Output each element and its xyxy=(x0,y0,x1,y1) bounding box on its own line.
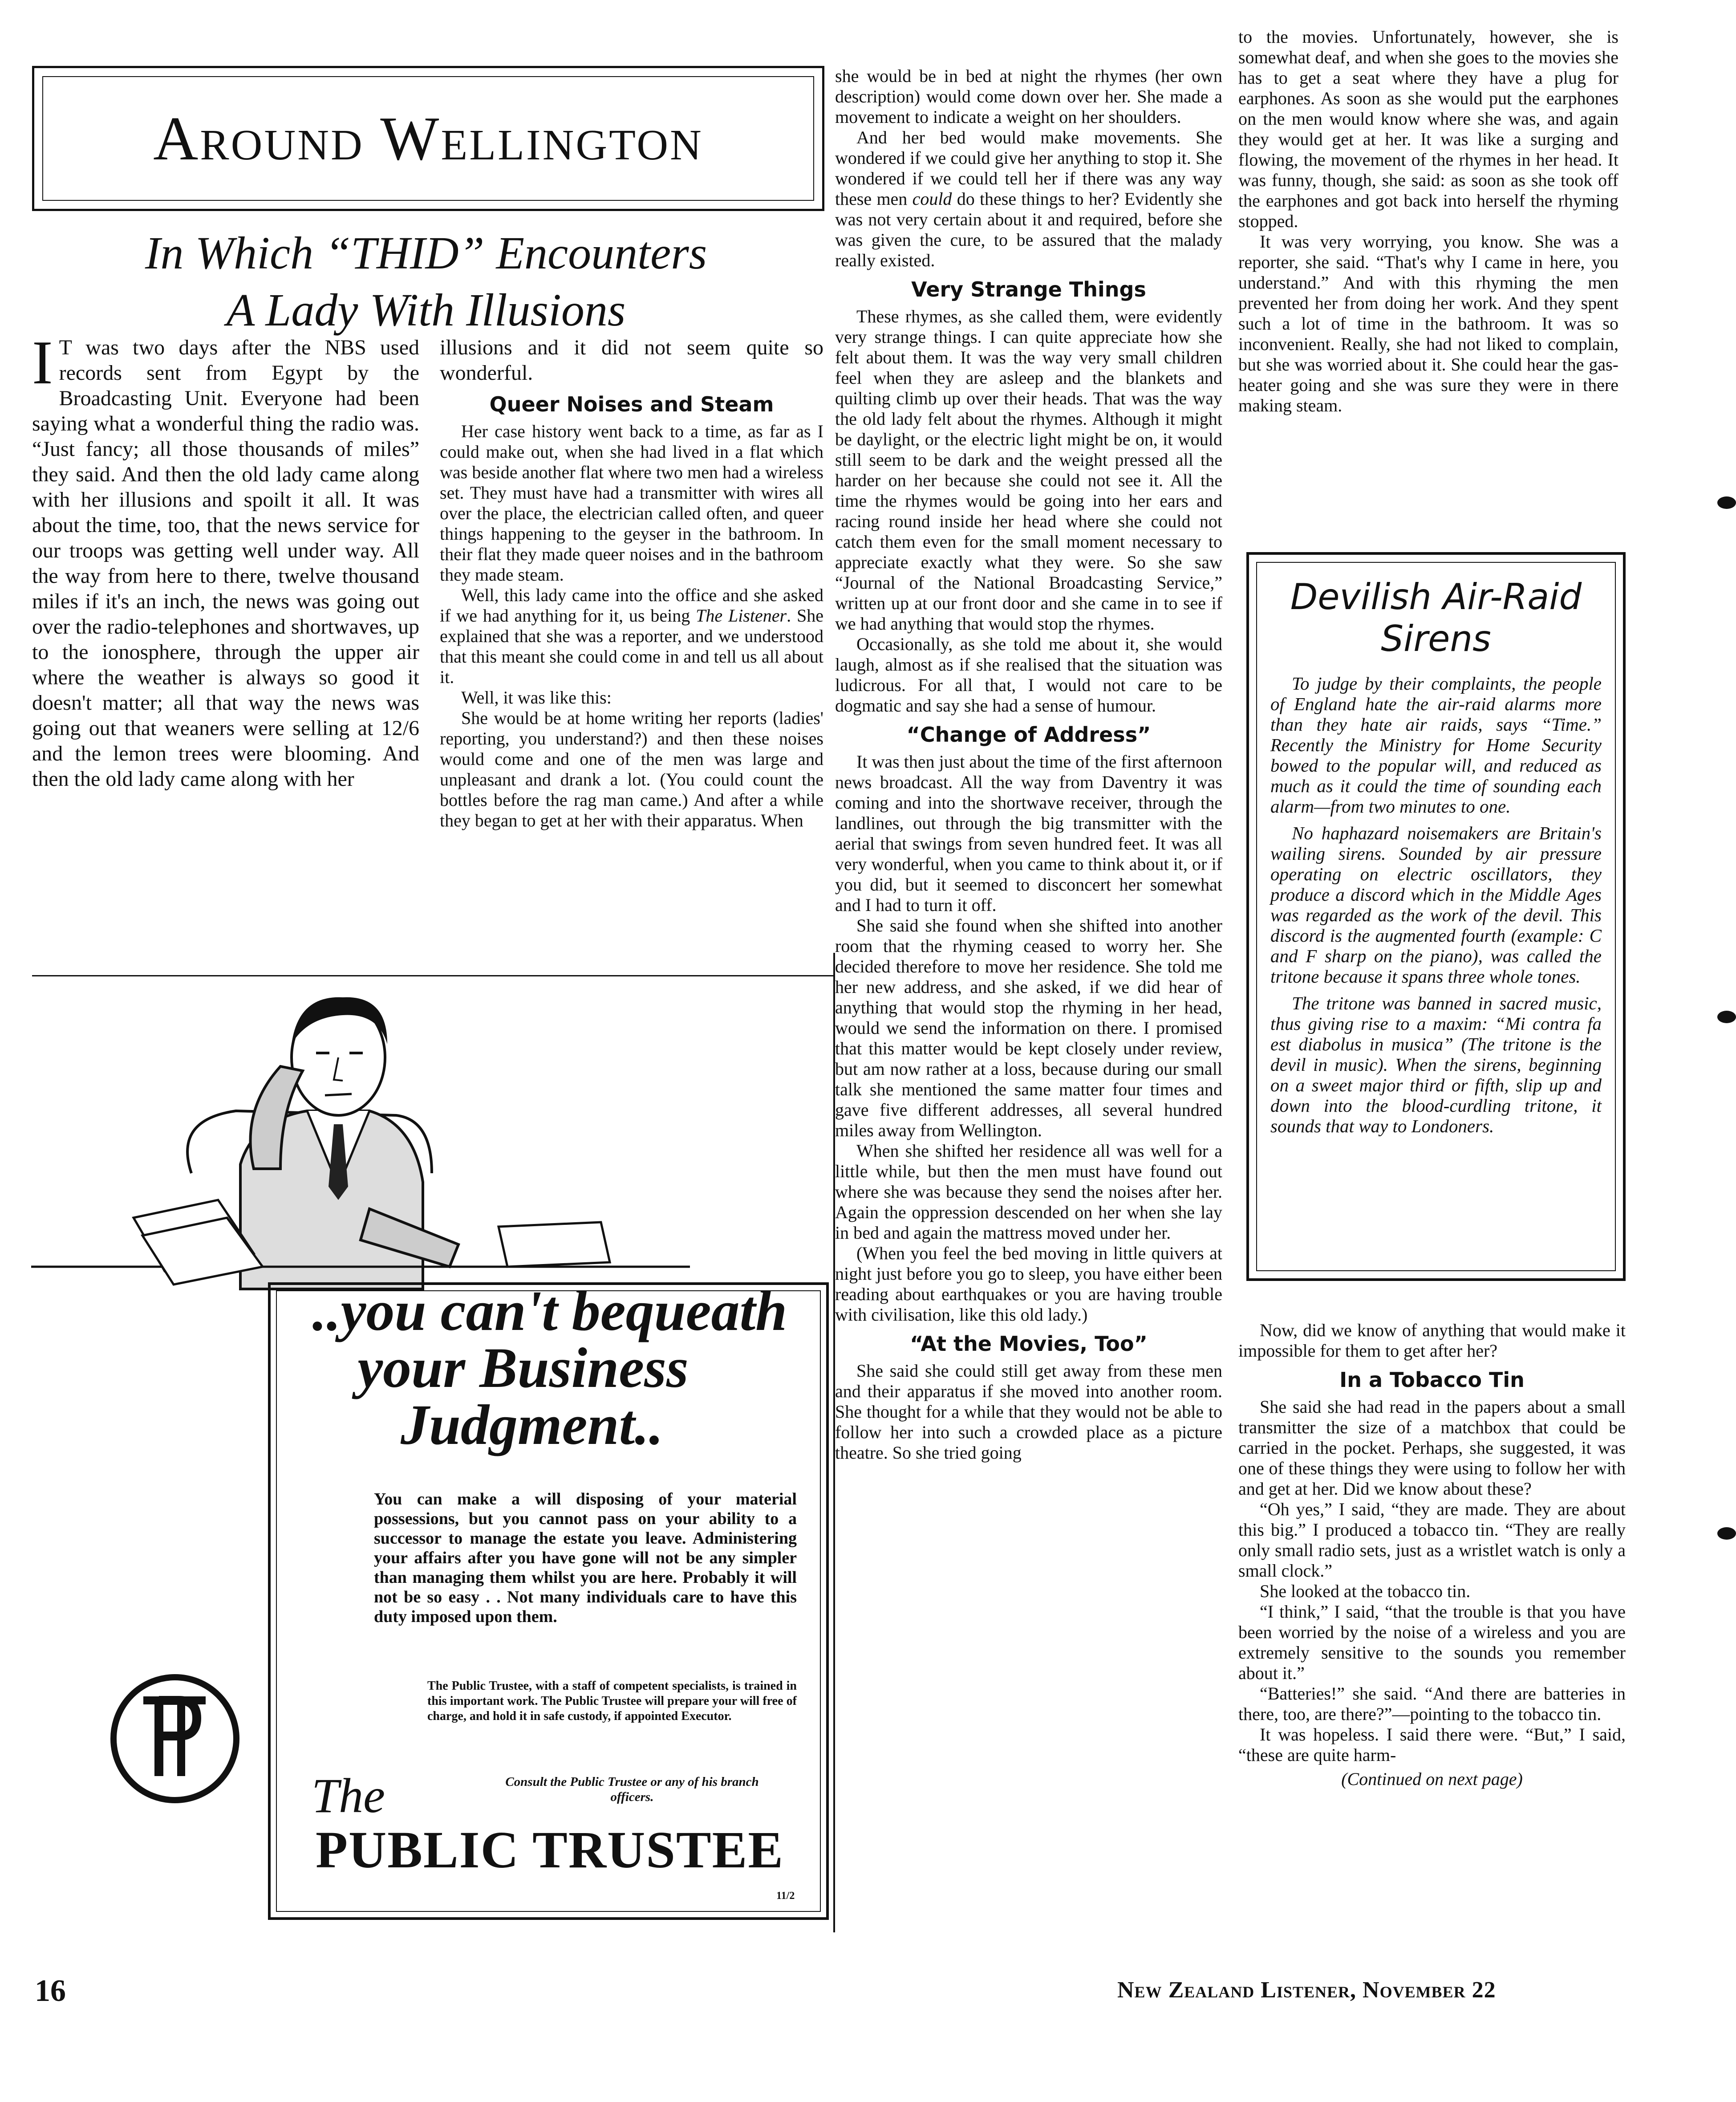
sidebar-paragraph: No haphazard noisemakers are Britain's wailing sirens. Sounded by air pressure operating on electric oscillators, they produce a discord which in the Middle Ages was regarded as the work of the devil. This discord is the augmented fourth (example: C and F sharp on the piano), was called the tritone because it spans three whole tones. xyxy=(1270,823,1602,987)
advert-code: 11/2 xyxy=(776,1890,795,1902)
paragraph: She would be at home writing her reports (ladies' reporting, you understand?) and then these noises would come and one of the men was large and unpleasant and drank a lot. (You could count the bottles before the rag man came.) And after a while they began to get at her with their apparatus. When xyxy=(440,708,823,830)
article-column-2 xyxy=(440,335,823,831)
sidebar-paragraph: To judge by their complaints, the people of England hate the air-raid alarms more than they hate air raids, says “Time.” Recently the Ministry for Home Security bowed to the popular will, and reduced as much as it could the time of sounding each alarm—from two minutes to one. xyxy=(1270,673,1602,817)
paragraph: When she shifted her residence all was well for a little while, but then the men must have found out where she was because they send the noises after her. Again the oppression descended on her when she lay in bed and again the mattress moved under her. xyxy=(835,1141,1222,1243)
paragraph: It was very worrying, you know. She was a reporter, she said. “That's why I came in here, you understand.” And with this rhyming the men prevented her from doing her work. And they spent such a lot of time in the bathroom. It was so inconvenient. Really, she had not liked to complain, but she was worried about it. She could hear the gas-heater going and she was sure they were in there making steam. xyxy=(1238,232,1618,415)
lead-continuation: illusions and it did not seem quite so wonderful. xyxy=(440,336,823,385)
paragraph: She said she found when she shifted into another room that the rhyming ceased to worry her. She decided therefore to move her residence. She told me her new address, and she asked, if we did hear of anything that would stop the rhyming in her head, would we send the information on there. I promised that this matter would be kept closely under review, but am now rather at a loss, because during our small talk she mentioned the same matter four times and gave five different addresses, all several hundred miles away from Wellington. xyxy=(835,915,1222,1140)
advert-headline xyxy=(285,1279,815,1456)
paragraph: “Oh yes,” I said, “they are made. They are about this big.” I produced a tobacco tin. “They are really only small radio sets, just as a wristlet watch is only a small clock.” xyxy=(1238,1499,1626,1581)
paragraph: It was then just about the time of the first afternoon news broadcast. All the way from Daventry it was coming and into the shortwave receiver, through the landlines, out through the big transmitter with the aerial that swings from seven hundred feet. It was all very wonderful, when you came to think about it, or if you did, but it seemed to disconcert her somewhat and I had to turn it off. xyxy=(835,752,1223,915)
masthead-inner-frame xyxy=(42,76,814,201)
advert-headline-line1: ..you can't bequeath xyxy=(312,1279,787,1342)
article-lead-column xyxy=(32,328,419,792)
page-number: 16 xyxy=(35,1974,66,2008)
article-headline-line2: A Lady With Illusions xyxy=(226,285,626,336)
paragraph: Occasionally, as she told me about it, she would laugh, almost as if she realised that the situation was ludicrous. For all that, I would not care to be dogmatic and say she had a sense of humour. xyxy=(835,634,1222,716)
advert-headline-line3: Judgment.. xyxy=(400,1393,664,1456)
masthead-box xyxy=(32,66,824,211)
subhead-at-the-movies: “At the Movies, Too” xyxy=(910,1332,1148,1356)
paragraph: These rhymes, as she called them, were evidently very strange things. I can quite appreciate how she felt about them. It was the way very small children feel when they are asleep and the blankets and quilting climb up over their heads. That was the way the old lady felt about the rhymes. Although it might be daylight, or the electric light might be on, it would still seem to be dark and the weight pressed all the harder on her because she could not see it. All the time the rhymes would be going into her ears and racing round inside her head where she could not catch them even for the small moment necessary to appreciate exactly what they were. So she saw “Journal of the National Broadcasting Service,” written up at our front door and she came in to see if we had anything that would stop the rhymes. xyxy=(835,306,1222,634)
subhead-queer-noises: Queer Noises and Steam xyxy=(489,392,774,416)
subhead-very-strange: Very Strange Things xyxy=(911,277,1146,301)
sidebar-box xyxy=(1246,552,1626,1281)
paragraph: She said she could still get away from these men and their apparatus if she moved into another room. She thought for a while that they would not be able to follow her into such a crowded place as a picture theatre. So she tried going xyxy=(835,1361,1222,1463)
paragraph: “I think,” I said, “that the trouble is that you have been worried by the noise of a wireless and you are extremely sensitive to the sounds you remember about it.” xyxy=(1238,1602,1626,1683)
section-title: Around Wellington xyxy=(153,104,703,173)
advert-illustration-businessman xyxy=(31,977,690,1298)
paragraph: (When you feel the bed moving in little quivers at night just before you go to sleep, you have either been reading about earthquakes or you are having trouble with civilisation, like this old lady.) xyxy=(835,1243,1222,1325)
paragraph: Well, it was like this: xyxy=(461,687,612,707)
text-run: And her bed would make movements. She wondered if we could give her anything to stop it. She wondered if we could tell her if there was any way these men xyxy=(835,127,1222,209)
publication-footer: New Zealand Listener, November 22 xyxy=(1117,1977,1496,2003)
sidebar-title-line2: Sirens xyxy=(1381,618,1491,659)
article-headline xyxy=(32,225,820,339)
sidebar-paragraph: The tritone was banned in sacred music, thus giving rise to a maxim: “Mi contra fa est diabolus in musica” (The tritone is the devil in music). When the sirens, beginning on a sweet major third or fifth, slip up and down into the blood-curdling tritone, it sounds that way to Londoners. xyxy=(1270,993,1602,1136)
paragraph xyxy=(835,127,1222,271)
scan-blot xyxy=(1717,1527,1736,1540)
paragraph: she would be in bed at night the rhymes (her own description) would come down over her. She made a movement to indicate a weight on her shoulders. xyxy=(835,66,1222,127)
article-column-4-bottom xyxy=(1238,1320,1626,1789)
lead-text: T was two days after the NBS used records sent from Egypt by the Broadcasting Unit. Everyone had been saying what a wonderful thing the radio was. “Just fancy; all those thousands of miles” they said. And then the old lady came along with her illusions and spoilt it all. It was about the time, too, that the news service for our troops was getting well under way. All the way from here to there, twelve thousand miles if it's an inch, the news was going out over the radio-telephones and shortwaves, up to the ionosphere, through the upper air where the weather is always so good it doesn't matter; all that way the news was going out that weaners were selling at 12/6 and the lemon trees were blooming. And then the old lady came along with her xyxy=(32,336,419,791)
column-rule xyxy=(833,953,835,1932)
paragraph: Now, did we know of anything that would make it impossible for them to get after her? xyxy=(1238,1320,1626,1361)
scan-blot xyxy=(1717,496,1736,509)
paragraph: to the movies. Unfortunately, however, she is somewhat deaf, and when she goes to the movies she has to get a seat where they have a plug for earphones. As soon as she would put the earphones on the men would know where she was, and again they would get at her. It was like a surging and flowing, the movement of the rhymes in her head. It was funny, though, she said: as soon as she took off the earphones and got back into herself the rhyming stopped. xyxy=(1238,27,1618,231)
advert-headline-line2: your Business xyxy=(357,1336,689,1399)
paragraph: It was hopeless. I said there were. “But,” I said, “these are quite harm- xyxy=(1238,1724,1626,1765)
advert-the: The xyxy=(312,1769,385,1823)
article-column-4-top xyxy=(1238,27,1618,416)
paragraph: Her case history went back to a time, as far as I could make out, when she had lived in a flat which was beside another flat where two men had a wireless set. They must have had a transmitter with wires all over the place, the electrician called often, and queer things happening to the geyser in the bathroom. In their flat they made queer noises and in the bathroom they made steam. xyxy=(440,421,823,585)
public-trustee-monogram-logo xyxy=(110,1674,239,1803)
paragraph: “Batteries!” she said. “And there are batteries in there, too, are there?”—pointing to the tobacco tin. xyxy=(1238,1683,1626,1724)
article-headline-line1: In Which “THID” Encounters xyxy=(145,228,707,279)
lead-paragraph xyxy=(32,328,419,792)
advert-small-print: The Public Trustee, with a staff of competent specialists, is trained in this important work. The Public Trustee will prepare your will free of charge, and hold it in safe custody, if appointed Executor. xyxy=(427,1679,797,1723)
advert-body: You can make a will disposing of your material possessions, but you cannot pass on your ability to a successor to manage the estate you leave. Administering your affairs after you have gone will not be any simpler than managing them whilst you are here. Probably it will not be so easy . . Not many individuals care to have this duty imposed upon them. xyxy=(374,1490,797,1626)
subhead-change-of-address: “Change of Address” xyxy=(906,723,1151,747)
paragraph: She said she had read in the papers about a small transmitter the size of a matchbox that could be carried in the pocket. Perhaps, she suggested, it was one of these things they were using to follow her with and get at her. Did we know about these? xyxy=(1238,1397,1626,1499)
text-run: do these things to her? Evidently she was not very certain about it and required, before she was given the cure, to be assured that the malady really existed. xyxy=(835,189,1222,270)
sidebar-title xyxy=(1270,576,1602,660)
emphasis: could xyxy=(912,189,952,209)
text-run: Well, this lady came into the office and she asked if we had anything for it, us being xyxy=(440,585,823,626)
sidebar-inner-frame xyxy=(1256,562,1616,1271)
drop-cap: I xyxy=(32,328,53,397)
advert-consult-note: Consult the Public Trustee or any of his branch officers. xyxy=(505,1775,759,1804)
text-run: . She explained that she was a reporter, and we understood that this meant she could come in and tell us all about it. xyxy=(440,606,824,687)
monogram-glyph xyxy=(117,1680,233,1797)
paragraph xyxy=(440,585,823,687)
article-column-3 xyxy=(835,66,1222,1463)
horizontal-rule xyxy=(32,975,833,976)
advert-brand-name: PUBLIC TRUSTEE xyxy=(315,1821,784,1879)
subhead-tobacco-tin: In a Tobacco Tin xyxy=(1339,1368,1525,1392)
publication-name: The Listener xyxy=(696,606,787,626)
paragraph: She looked at the tobacco tin. xyxy=(1260,1581,1471,1601)
continued-note: (Continued on next page) xyxy=(1341,1769,1523,1789)
scan-blot xyxy=(1717,1011,1736,1023)
sidebar-title-line1: Devilish Air-Raid xyxy=(1290,576,1582,618)
